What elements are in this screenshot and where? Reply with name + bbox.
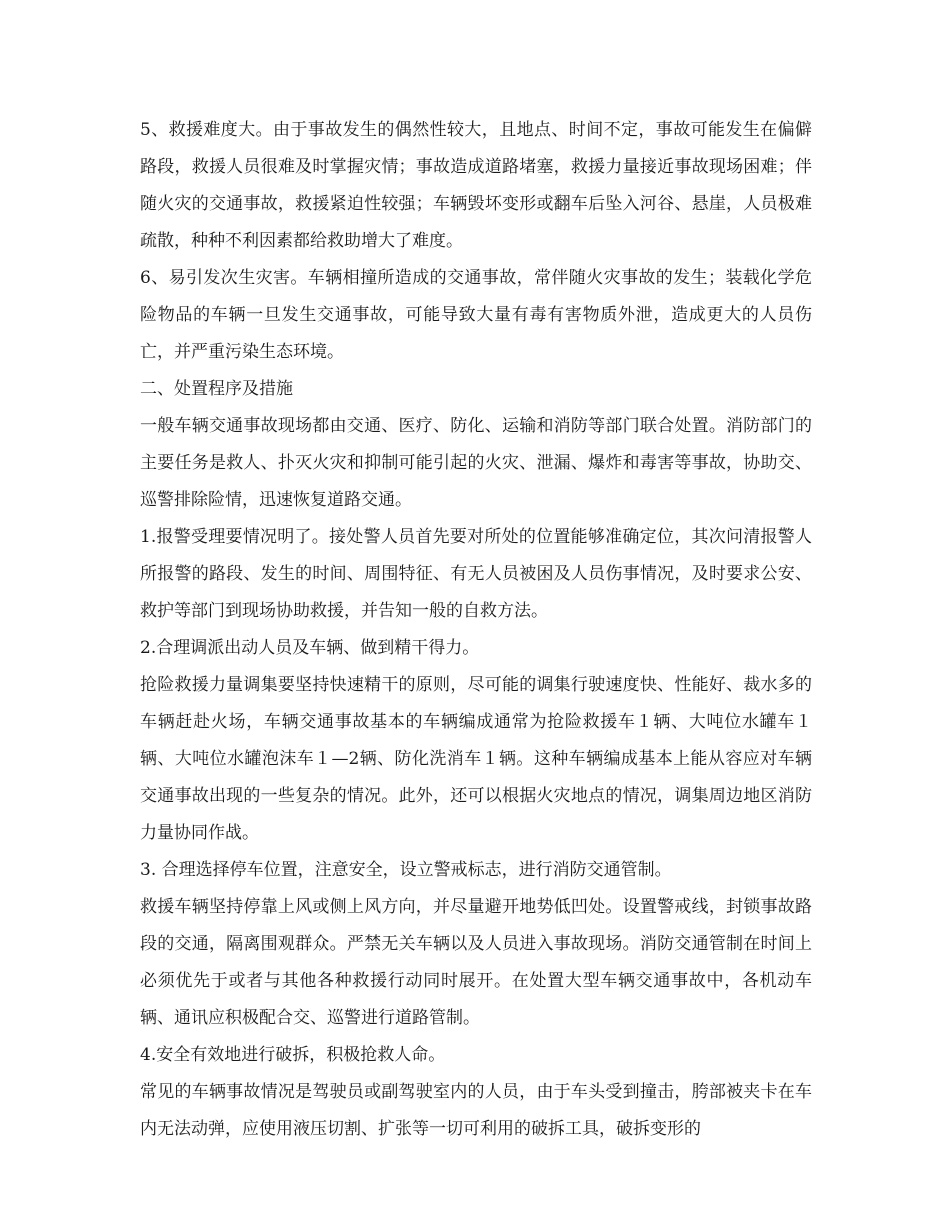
paragraph-demolition-details: 常见的车辆事故情况是驾驶员或副驾驶室内的人员，由于车头受到撞击，胯部被夹卡在车内无法动弹，应使用液压切割、扩张等一切可利用的破拆工具，破拆变形的 (140, 1082, 812, 1139)
paragraph-rescue-difficulty: 5、救援难度大。由于事故发生的偶然性较大，且地点、时间不定，事故可能发生在偏僻路段，救援人员很难及时掌握灾情；事故造成道路堵塞，救援力量接近事故现场困难；伴随火灾的交通事故，救援紧迫性较强；车辆毁坏变形或翻车后坠入河谷、悬崖，人员极难疏散，种种不利因素都给救助增大了难度。 (140, 120, 812, 251)
section-heading-procedures: 二、处置程序及措施 (140, 379, 293, 399)
paragraph-dispatch-details: 抢险救援力量调集要坚持快速精干的原则，尽可能的调集行驶速度快、性能好、裁水多的车辆赶赴火场，车辆交通事故基本的车辆编成通常为抢险救援车１辆、大吨位水罐车１辆、大吨位水罐泡沫车１—2辆、防化洗消车１辆。这种车辆编成基本上能从容应对车辆交通事故出现的一些复杂的情况。此外，还可以根据火灾地点的情况，调集周边地区消防力量协同作战。 (140, 675, 812, 843)
paragraph-secondary-disaster: 6、易引发次生灾害。车辆相撞所造成的交通事故，常伴随火灾事故的发生；装载化学危险物品的车辆一旦发生交通事故，可能导致大量有毒有害物质外泄，造成更大的人员伤亡，并严重污染生态环境。 (140, 268, 812, 362)
paragraph-alarm-reception: 1.报警受理要情况明了。接处警人员首先要对所处的位置能够准确定位，其次问清报警人所报警的路段、发生的时间、周围特征、有无人员被困及人员伤事情况，及时要求公安、救护等部门到现场协助救援，并告知一般的自救方法。 (140, 527, 812, 621)
paragraph-joint-handling: 一般车辆交通事故现场都由交通、医疗、防化、运输和消防等部门联合处置。消防部门的主要任务是救人、扑灭火灾和抑制可能引起的火灾、泄漏、爆炸和毒害等事故，协助交、巡警排除险情，迅速恢复道路交通。 (140, 416, 812, 510)
document-body (140, 112, 812, 1148)
paragraph-parking-details: 救援车辆坚持停靠上风或侧上风方向，并尽量避开地势低凹处。设置警戒线，封锁事故路段的交通，隔离围观群众。严禁无关车辆以及人员进入事故现场。消防交通管制在时间上必须优先于或者与其他各种救援行动同时展开。在处置大型车辆交通事故中，各机动车辆、通讯应积极配合交、巡警进行道路管制。 (140, 897, 812, 1028)
item-heading-dispatch: 2.合理调派出动人员及车辆、做到精干得力。 (140, 638, 480, 658)
item-heading-parking: 3. 合理选择停车位置，注意安全，设立警戒标志，进行消防交通管制。 (140, 860, 672, 880)
item-heading-demolition: 4.安全有效地进行破拆，积极抢救人命。 (140, 1045, 446, 1065)
